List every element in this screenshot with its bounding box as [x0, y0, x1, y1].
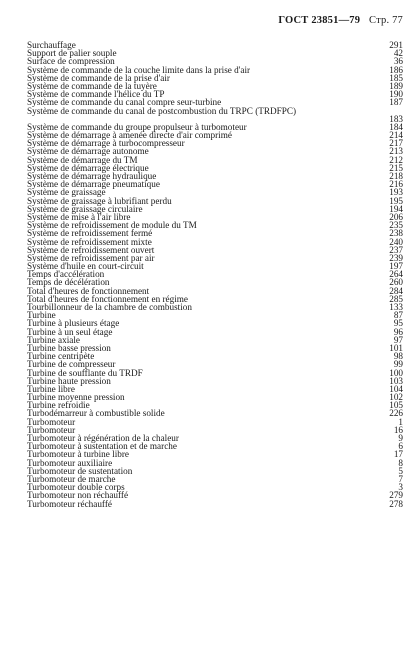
index-term-number: 6 — [398, 441, 403, 452]
index-term: Turbine haute pression — [27, 375, 111, 386]
index-term-number: 197 — [389, 261, 403, 272]
index-term: Turbomoteur auxiliaire — [27, 457, 113, 468]
index-term-number: 206 — [389, 211, 403, 222]
index-term-number: 104 — [389, 383, 403, 394]
index-term-number: 217 — [389, 138, 403, 149]
index-term-number: 238 — [389, 228, 403, 239]
index-term-number: 99 — [393, 359, 403, 370]
index-term: Système de commande du groupe propulseur à turbomoteur — [27, 121, 247, 132]
index-term: Turbine basse pression — [27, 342, 111, 353]
index-term: Turbomoteur — [27, 424, 76, 435]
index-term-number: 186 — [389, 64, 403, 75]
index-term: Turbine refroidie — [27, 400, 90, 411]
index-term: Turbine centripète — [27, 351, 95, 362]
index-term: Temps de décélération — [27, 277, 110, 288]
index-term-number: 100 — [389, 367, 403, 378]
index-term: Tourbillonneur de la chambre de combustion — [27, 302, 192, 313]
index-entry — [27, 107, 403, 123]
index-term: Système de refroidissement mixte — [27, 236, 152, 247]
index-term-number: 285 — [389, 293, 403, 304]
index-term-number: 8 — [398, 457, 403, 468]
index-term-number: 17 — [393, 449, 403, 460]
index-term: Turbomoteur double corps — [27, 482, 125, 493]
index-term: Système de commande de la tuyère — [27, 80, 157, 91]
index-entry — [27, 377, 403, 385]
index-term-number: 97 — [393, 334, 403, 345]
index-term-number: 1 — [398, 416, 403, 427]
index-term-number: 218 — [389, 171, 403, 182]
index-term: Système de démarrage du TM — [27, 154, 138, 165]
index-term: Système de démarrage électrique — [27, 162, 149, 173]
index-term-number: 105 — [389, 400, 403, 411]
index-term: Système de commande de la couche limite dans la prise d'air — [27, 64, 251, 75]
index-term: Système de graissage — [27, 187, 106, 198]
index-term-number: 189 — [389, 80, 403, 91]
index-term-number: 235 — [389, 220, 403, 231]
index-term: Système de refroidissement de module du TM — [27, 220, 197, 231]
index-term: Turbomoteur — [27, 416, 76, 427]
index-term-number: 183 — [389, 113, 403, 124]
index-term-number: 96 — [393, 326, 403, 337]
index-term-number: 260 — [389, 277, 403, 288]
index-term-number: 102 — [389, 392, 403, 403]
index-term-number: 291 — [389, 40, 403, 50]
standard-number: ГОСТ 23851—79 — [278, 15, 361, 26]
index-term: Temps d'accélération — [27, 269, 105, 280]
index-term-number: 278 — [389, 498, 403, 509]
index-term-number: 133 — [389, 302, 403, 313]
index-term-number: 264 — [389, 269, 403, 280]
index-term: Turbine à plusieurs étage — [27, 318, 120, 329]
index-term: Turbomoteur de sustentation — [27, 465, 133, 476]
index-term-number: 42 — [393, 48, 403, 59]
index-term: Total d'heures de fonctionnement en régime — [27, 293, 188, 304]
index-term: Système de démarrage pneumatique — [27, 179, 160, 190]
index-entry — [27, 500, 403, 508]
index-term-number: 195 — [389, 195, 403, 206]
index-term: Turbine libre — [27, 383, 75, 394]
index-term: Turbine moyenne pression — [27, 392, 125, 403]
page-number: Стр. 77 — [369, 15, 403, 26]
index-term: Système de graissage à lubrifiant perdu — [27, 195, 172, 206]
index-term-number: 3 — [398, 482, 403, 493]
index-term: Total d'heures de fonctionnement — [27, 285, 150, 296]
index-term: Turbine de soufflante du TRDF — [27, 367, 143, 378]
index-entry — [27, 303, 403, 311]
index-term: Système de commande du canal compre seur-turbine — [27, 97, 222, 108]
index-term-number: 216 — [389, 179, 403, 190]
index-term-number: 193 — [389, 187, 403, 198]
index-term: Turbomoteur de marche — [27, 473, 116, 484]
index-entry — [27, 409, 403, 417]
index-term: Système de refroidissement par air — [27, 252, 155, 263]
index-term: Système de graissage circulaire — [27, 203, 143, 214]
index-term-number: 284 — [389, 285, 403, 296]
index-term-number: 215 — [389, 162, 403, 173]
index-term-number: 184 — [389, 121, 403, 132]
index-term: Turbomoteur à régénération de la chaleur — [27, 433, 179, 444]
index-term-number: 5 — [398, 465, 403, 476]
index-term-number: 279 — [389, 490, 403, 501]
index-term: Système de démarrage à turbocompresseur — [27, 138, 185, 149]
index-term: Turbine — [27, 310, 56, 321]
index-term-number: 98 — [393, 351, 403, 362]
index-term: Turbine à un seul étage — [27, 326, 113, 337]
term-index-list — [27, 41, 403, 508]
index-term-number: 187 — [389, 97, 403, 108]
index-term-number: 36 — [393, 56, 403, 67]
index-term: Support de palier souple — [27, 48, 117, 59]
index-term-number: 101 — [389, 342, 403, 353]
index-term-number: 212 — [389, 154, 403, 165]
index-term-number: 194 — [389, 203, 403, 214]
index-entry — [27, 328, 403, 336]
index-term: Turbomoteur à turbine libre — [27, 449, 129, 460]
index-term-number: 190 — [389, 89, 403, 100]
index-term-number: 87 — [393, 310, 403, 321]
index-term: Système de commande de la prise d'air — [27, 72, 170, 83]
index-term: Turbomoteur réchauffé — [27, 498, 112, 509]
index-term: Système d'huile en court-circuit — [27, 261, 144, 272]
index-term-number: 240 — [389, 236, 403, 247]
index-term: Système de mise à l'air libre — [27, 211, 131, 222]
index-term: Système de refroidissement fermé — [27, 228, 153, 239]
index-term-number: 239 — [389, 252, 403, 263]
index-term: Système de refroidissement ouvert — [27, 244, 155, 255]
index-term: Système de commande du canal de postcombustion du TRPC (TRDFPC) — [27, 105, 297, 116]
page-header — [278, 15, 403, 26]
index-entry — [27, 418, 403, 426]
index-term-number: 185 — [389, 72, 403, 83]
index-term-number: 103 — [389, 375, 403, 386]
index-term: Surchauffage — [27, 40, 76, 50]
index-term-number: 237 — [389, 244, 403, 255]
index-term: Surface de compression — [27, 56, 115, 67]
index-term-number: 16 — [393, 424, 403, 435]
index-term-number: 9 — [398, 433, 403, 444]
index-term-number: 7 — [398, 473, 403, 484]
index-term: Turbine axiale — [27, 334, 80, 345]
index-term: Turbomoteur à sustentation et de marche — [27, 441, 177, 452]
index-term: Système de commande l'hélice du TP — [27, 89, 165, 100]
index-term-number: 95 — [393, 318, 403, 329]
index-term: Système de démarrage autonome — [27, 146, 149, 157]
index-term: Turbine de compresseur — [27, 359, 116, 370]
index-term: Système de démarrage à amenée directe d'air comprimé — [27, 130, 232, 141]
index-term-number: 214 — [389, 130, 403, 141]
index-term-number: 213 — [389, 146, 403, 157]
index-term: Turbodémarreur à combustible solide — [27, 408, 165, 419]
index-term-number: 226 — [389, 408, 403, 419]
index-term: Turbomoteur non réchauffé — [27, 490, 129, 501]
index-term: Système de démarrage hydraulique — [27, 171, 157, 182]
